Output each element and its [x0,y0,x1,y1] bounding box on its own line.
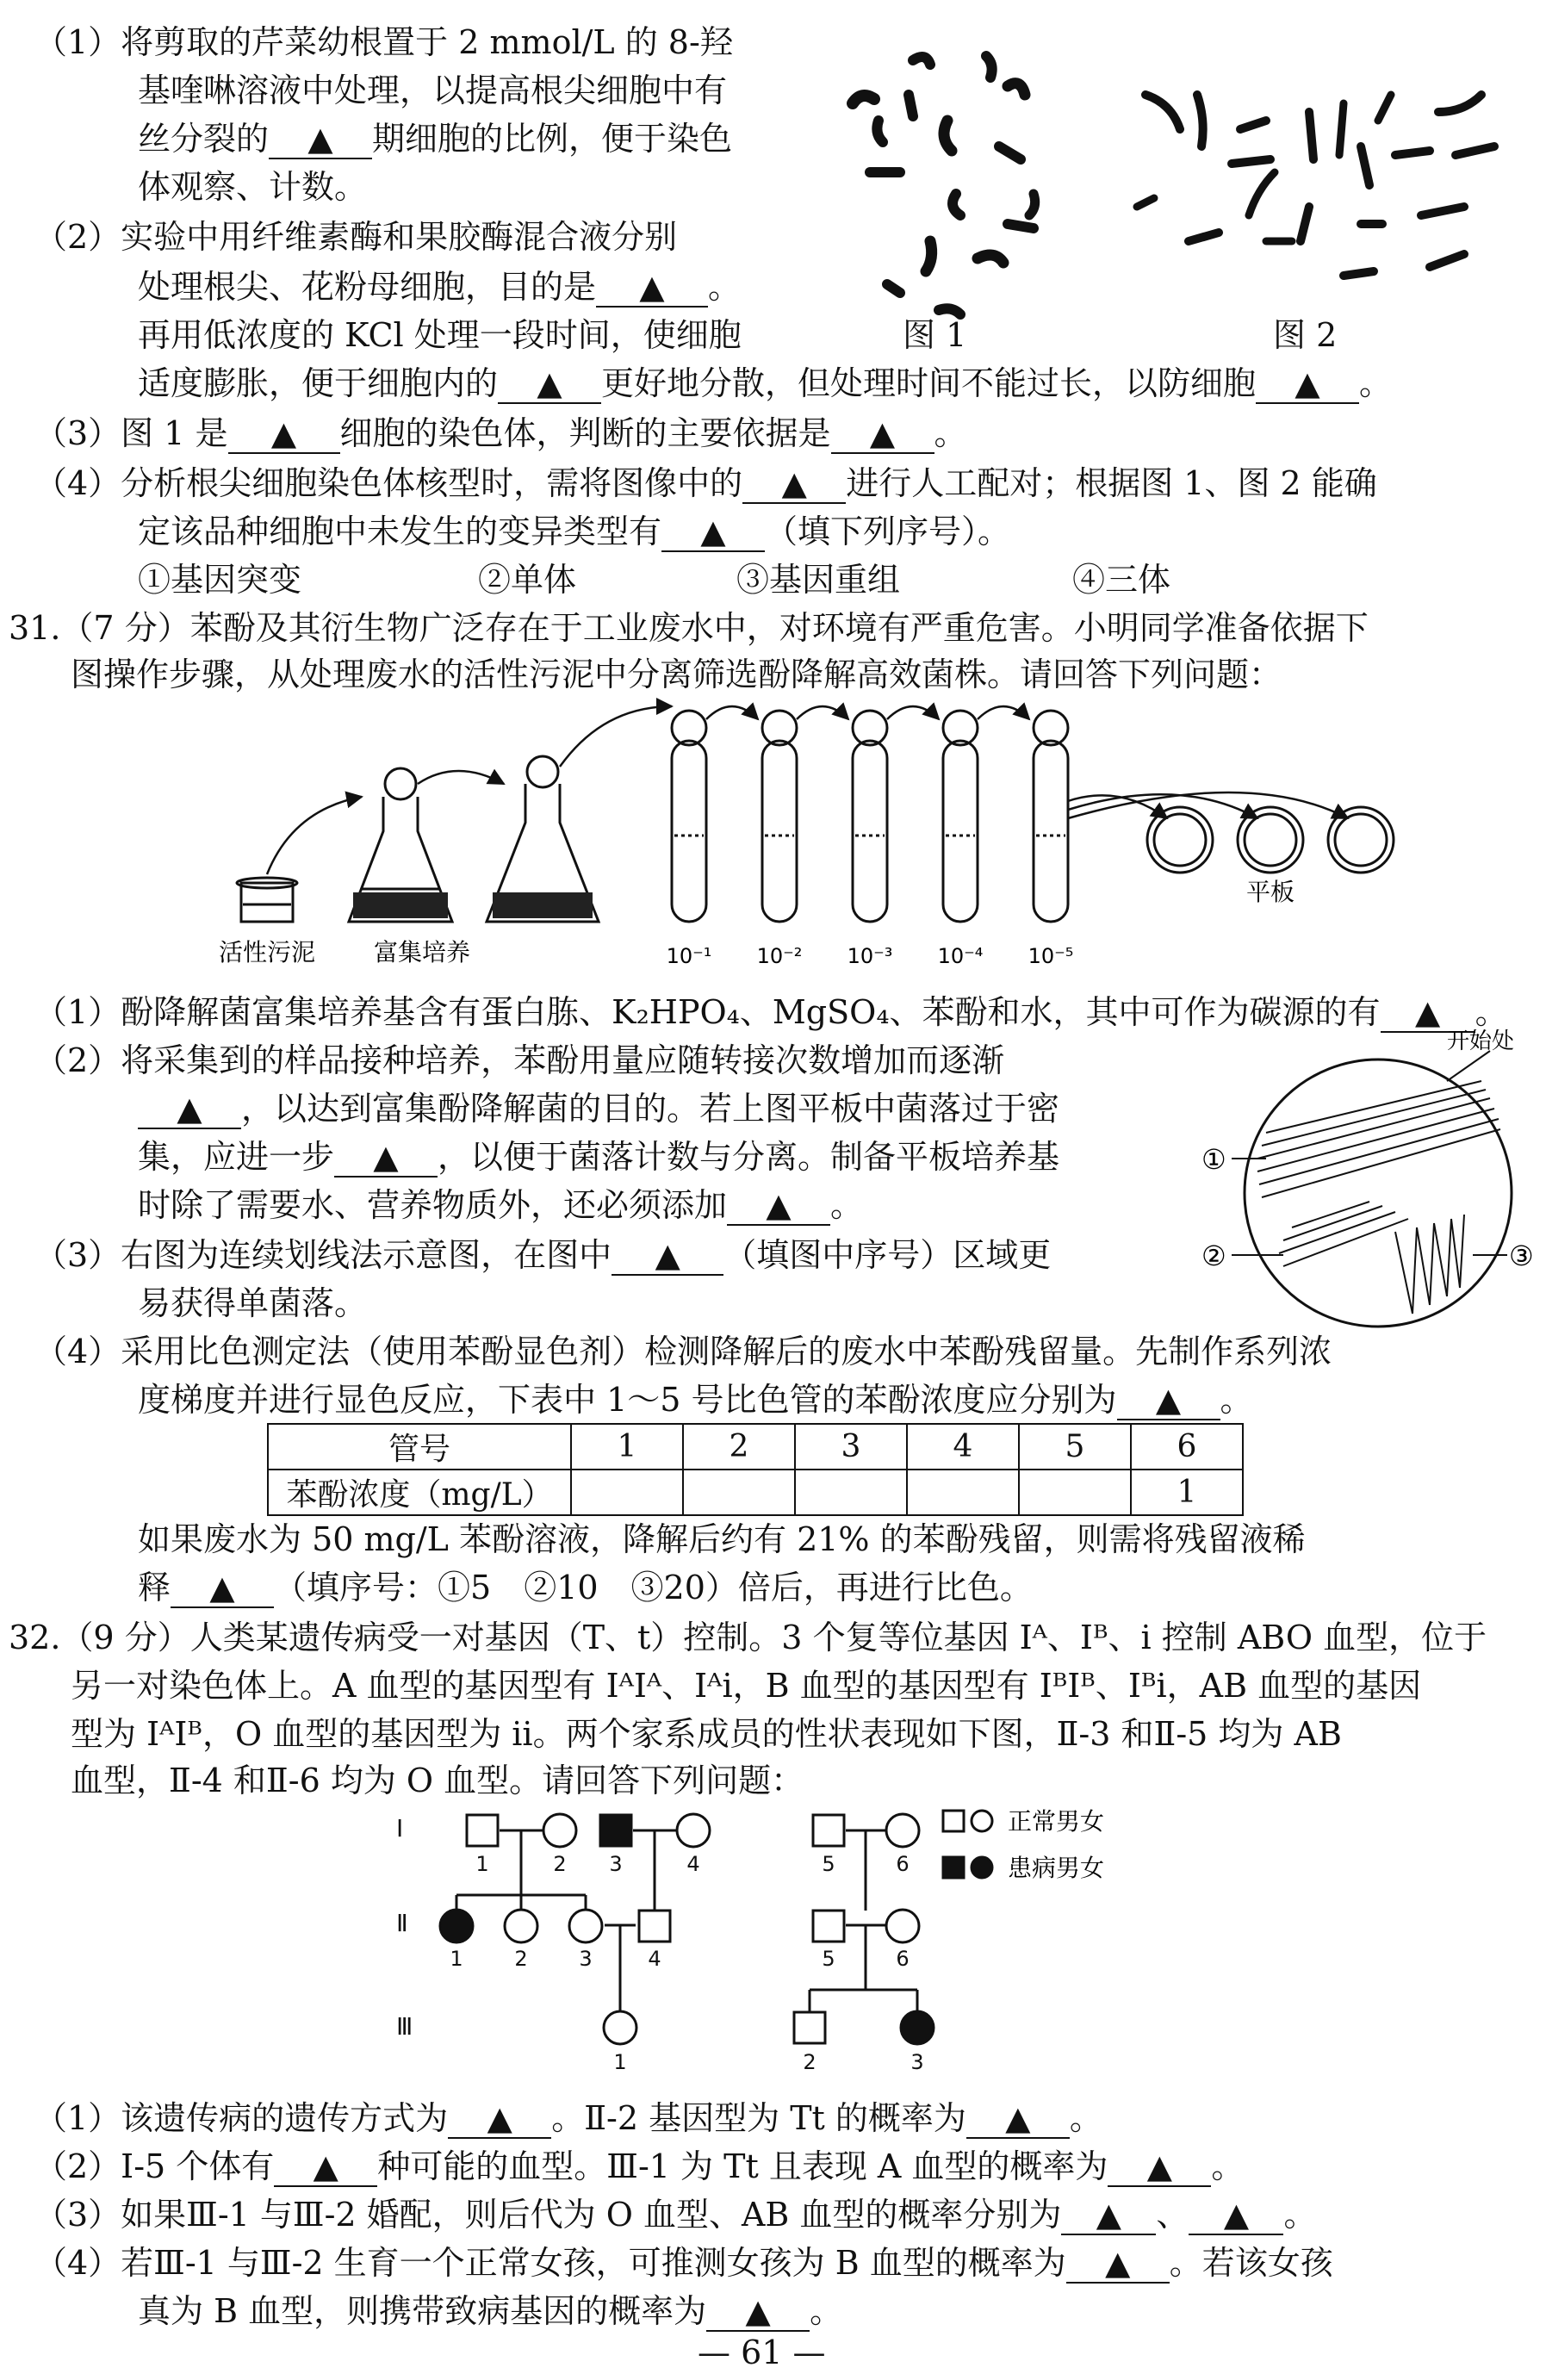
answer-blank[interactable]: ▲ [596,268,708,308]
sludge-beaker [237,878,297,922]
tube-number: 6 [1131,1424,1243,1470]
individual-number: 1 [613,2050,627,2074]
q30-p2-line2: 处理根尖、花粉母细胞，目的是 ▲ 。 [138,268,742,306]
legend-normal-label: 正常男女 [1008,1807,1105,1836]
q30-p1-line3: 丝分裂的 ▲ 期细胞的比例，便于染色 [138,120,733,158]
region-2-label: ② [1201,1240,1226,1272]
answer-blank[interactable]: ▲ [1061,2196,1156,2235]
individual-II-2-female [505,1910,537,1942]
individual-III-1-female [604,2011,636,2044]
individual-I-5-male [813,1815,844,1846]
petri-dish [1147,807,1213,873]
answer-blank[interactable]: ▲ [1381,993,1475,1033]
dilution-label: 10⁻⁴ [937,944,984,968]
figure2-chromosomes [1137,95,1494,276]
q30-p2-line4: 适度膨胀，便于细胞内的 ▲ 更好地分散，但处理时间不能过长，以防细胞 ▲ 。 [138,364,1393,402]
answer-blank[interactable]: ▲ [448,2099,551,2139]
transfer-arrow [887,706,939,719]
answer-blank[interactable]: ▲ [612,1236,723,1276]
answer-blank[interactable]: ▲ [1108,2147,1211,2187]
individual-number: 6 [896,1852,910,1876]
q32-p2: （2）Ⅰ-5 个体有 ▲ 种可能的血型。Ⅲ-1 为 Tt 且表现 A 血型的概率为 ▲ 。 [34,2147,1245,2185]
label-sludge: 活性污泥 [218,938,316,966]
individual-I-1-male [467,1815,498,1846]
answer-blank[interactable]: ▲ [727,1186,830,1226]
transfer-arrow [978,706,1029,719]
pedigree-chart [379,1800,1499,2085]
q30-option-2: ②单体 [478,561,577,599]
individual-I-4-female [677,1814,710,1847]
q31-p5-line1: 如果废水为 50 mg/L 苯酚溶液，降解后约有 21% 的苯酚残留，则需将残留液稀 [138,1520,1306,1558]
test-tube [672,711,706,922]
individual-number: 3 [910,2050,924,2074]
generation-label: Ⅰ [396,1814,404,1842]
individual-III-3-affected-female [901,2011,934,2044]
answer-blank[interactable]: ▲ [171,1569,274,1608]
q30-p2-line1: （2）实验中用纤维素酶和果胶酶混合液分别 [34,218,678,256]
petri-dish [1238,807,1303,873]
table-row [268,1424,1243,1470]
page-number: — 61 — [698,2333,826,2371]
legend-normal-female [972,1811,992,1831]
test-tube [853,711,887,922]
q30-p4-line2: 定该品种细胞中未发生的变异类型有 ▲ （填下列序号）。 [138,513,1011,550]
q30-p3: （3）图 1 是 ▲ 细胞的染色体，判断的主要依据是 ▲ 。 [34,414,967,452]
test-tube [762,711,797,922]
answer-blank[interactable]: ▲ [1256,364,1359,404]
legend-affected-label: 患病男女 [1008,1854,1105,1882]
individual-II-4-male [639,1911,670,1942]
answer-blank[interactable]: ▲ [1189,2196,1283,2235]
concentration-cell[interactable] [1019,1470,1131,1515]
q32-p3: （3）如果Ⅲ-1 与Ⅲ-2 婚配，则后代为 O 血型、AB 血型的概率分别为 ▲ 、 ▲ 。 [34,2196,1317,2234]
individual-number: 1 [475,1852,489,1876]
table-header: 苯酚浓度（mg/L） [268,1470,571,1515]
q32-intro-line2: 另一对染色体上。A 血型的基因型有 IᴬIᴬ、Iᴬi，B 血型的基因型有 IᴮIᴮ、Iᴮi，AB 血型的基因 [71,1667,1422,1705]
dilution-tubes [672,711,1068,922]
test-tube [1034,711,1068,922]
dilution-label: 10⁻¹ [666,944,712,968]
q30-p1-line1: （1）将剪取的芹菜幼根置于 2 mmol/L 的 8-羟 [34,23,733,61]
q31-p2-line1: （2）将采集到的样品接种培养，苯酚用量应随转接次数增加而逐渐 [34,1041,1005,1079]
answer-blank[interactable]: ▲ [269,120,372,159]
individual-number: 2 [803,2050,816,2074]
q32-intro-line3: 型为 IᴬIᴮ，O 血型的基因型为 ii。两个家系成员的性状表现如下图，Ⅱ-3 和Ⅱ-5 均为 AB [71,1715,1342,1753]
answer-blank[interactable]: ▲ [831,414,934,454]
individual-II-6-female [886,1910,919,1942]
transfer-arrow [560,706,672,767]
q32-intro-line4: 血型，Ⅱ-4 和Ⅱ-6 均为 O 血型。请回答下列问题： [71,1762,804,1799]
tube-number: 2 [683,1424,795,1470]
dilution-label: 10⁻² [756,944,803,968]
transfer-arrow [797,706,848,719]
individual-number: 2 [553,1852,567,1876]
individual-number: 4 [686,1852,700,1876]
answer-blank[interactable]: ▲ [334,1138,438,1178]
q31-p1: （1）酚降解菌富集培养基含有蛋白胨、K₂HPO₄、MgSO₄、苯酚和水，其中可作为碳源的有 ▲ 。 [34,993,1508,1031]
label-enrichment: 富集培养 [373,938,471,966]
answer-blank[interactable]: ▲ [498,364,601,404]
plate-circle [1245,1060,1512,1327]
generation-label: Ⅱ [396,1909,408,1937]
start-pointer [1447,1051,1490,1081]
test-tube [943,711,978,922]
table-row [268,1470,1243,1515]
q32-p1: （1）该遗传病的遗传方式为 ▲ 。Ⅱ-2 基因型为 Tt 的概率为 ▲ 。 [34,2099,1102,2137]
q30-p1-line4: 体观察、计数。 [138,168,368,206]
answer-blank[interactable]: ▲ [661,513,765,552]
individual-number: 1 [450,1947,463,1971]
answer-blank[interactable]: ▲ [706,2292,810,2332]
figure2-label: 图 2 [1273,316,1338,354]
tube-number: 5 [1019,1424,1131,1470]
individual-I-2-female [543,1814,576,1847]
figure1-chromosomes [853,56,1035,314]
q30-p2-line3: 再用低浓度的 KCl 处理一段时间，使细胞 [138,316,742,354]
answer-blank[interactable]: ▲ [228,414,340,454]
label-plate: 平板 [1245,878,1295,906]
individual-III-2-male [794,2012,825,2043]
concentration-cell[interactable] [683,1470,795,1515]
transfer-arrow [418,771,504,784]
answer-blank[interactable]: ▲ [966,2099,1070,2139]
individual-number: 5 [822,1947,835,1971]
petri-dish [1328,807,1394,873]
dilution-label: 10⁻⁵ [1028,944,1074,968]
individual-number: 6 [896,1947,910,1971]
answer-blank[interactable]: ▲ [1117,1381,1220,1420]
tube-number: 4 [907,1424,1019,1470]
concentration-cell[interactable] [907,1470,1019,1515]
streak-lines [1257,1081,1500,1314]
q31-p2-line4: 时除了需要水、营养物质外，还必须添加 ▲ 。 [138,1186,864,1224]
individual-II-3-female [569,1910,602,1942]
q31-p2-line2: ▲ ，以达到富集酚降解菌的目的。若上图平板中菌落过于密 [138,1085,1059,1132]
answer-blank[interactable]: ▲ [138,1090,241,1129]
q32-p4-line1: （4）若Ⅲ-1 与Ⅲ-2 生育一个正常女孩，可推测女孩为 B 血型的概率为 ▲ 。若该女孩 [34,2244,1333,2282]
region-1-label: ① [1201,1143,1226,1176]
q30-option-4: ④三体 [1072,561,1171,599]
table-header: 管号 [268,1424,571,1470]
individual-II-1-affected-female [440,1910,473,1942]
tube-number: 3 [795,1424,907,1470]
region-3-label: ③ [1509,1240,1534,1272]
streak-plate-diagram [1197,1029,1542,1339]
q32-intro-line1: 32.（9 分）人类某遗传病受一对基因（T、t）控制。3 个复等位基因 Iᴬ、Iᴮ、i 控制 ABO 血型，位于 [9,1619,1487,1656]
flask-2-contents [493,892,593,918]
q31-p3-line2: 易获得单菌落。 [138,1284,368,1322]
isolation-procedure-diagram [189,689,1413,973]
q30-p4-line1: （4）分析根尖细胞染色体核型时，需将图像中的 ▲ 进行人工配对；根据图 1、图 2 能确 [34,464,1377,502]
legend-normal-male [943,1811,964,1831]
concentration-cell[interactable] [571,1470,683,1515]
q31-intro-line2: 图操作步骤，从处理废水的活性污泥中分离筛选酚降解高效菌株。请回答下列问题： [71,656,1282,693]
q31-intro-line1: 31.（7 分）苯酚及其衍生物广泛存在于工业废水中，对环境有严重危害。小明同学准备依据下 [9,609,1369,647]
q31-p4-line1: （4）采用比色测定法（使用苯酚显色剂）检测降解后的废水中苯酚残留量。先制作系列浓 [34,1333,1332,1370]
individual-I-6-female [886,1814,919,1847]
individual-number: 5 [822,1852,835,1876]
q31-p4-line2: 度梯度并进行显色反应，下表中 1～5 号比色管的苯酚浓度应分别为 ▲ 。 [138,1381,1253,1419]
legend-affected-male [943,1857,964,1878]
flask-1-contents [353,892,448,918]
plates [1147,807,1394,873]
concentration-table [267,1423,1244,1516]
dilution-label: 10⁻³ [847,944,893,968]
answer-blank[interactable]: ▲ [274,2147,377,2187]
individual-number: 2 [514,1947,528,1971]
individual-I-3-affected-male [600,1815,631,1846]
tube-number: 1 [571,1424,683,1470]
generation-label: Ⅲ [396,2012,413,2041]
q32-p4-line2: 真为 B 血型，则携带致病基因的概率为 ▲ 。 [138,2292,843,2330]
transfer-arrow [267,797,362,874]
q30-option-1: ①基因突变 [138,561,302,599]
individual-number: 3 [609,1852,623,1876]
q30-option-3: ③基因重组 [736,561,901,599]
q31-p5-line2: 释 ▲ （填序号：①5 ②10 ③20）倍后，再进行比色。 [138,1569,1033,1606]
individual-number: 4 [648,1947,661,1971]
answer-blank[interactable]: ▲ [742,464,846,504]
individual-number: 3 [579,1947,593,1971]
legend-affected-female [972,1857,992,1878]
transfer-arrow [706,706,758,719]
individual-II-5-male [813,1911,844,1942]
label-start: 开始处 [1447,1029,1515,1054]
answer-blank[interactable]: ▲ [1066,2244,1170,2284]
concentration-cell: 1 [1131,1470,1243,1515]
q31-p2-line3: 集，应进一步 ▲ ，以便于菌落计数与分离。制备平板培养基 [138,1138,1060,1176]
q30-p1-line2: 基喹啉溶液中处理，以提高根尖细胞中有 [138,71,728,109]
figure1-label: 图 1 [903,316,967,354]
concentration-cell[interactable] [795,1470,907,1515]
q31-p3-line1: （3）右图为连续划线法示意图，在图中 ▲ （填图中序号）区域更 [34,1236,1052,1274]
